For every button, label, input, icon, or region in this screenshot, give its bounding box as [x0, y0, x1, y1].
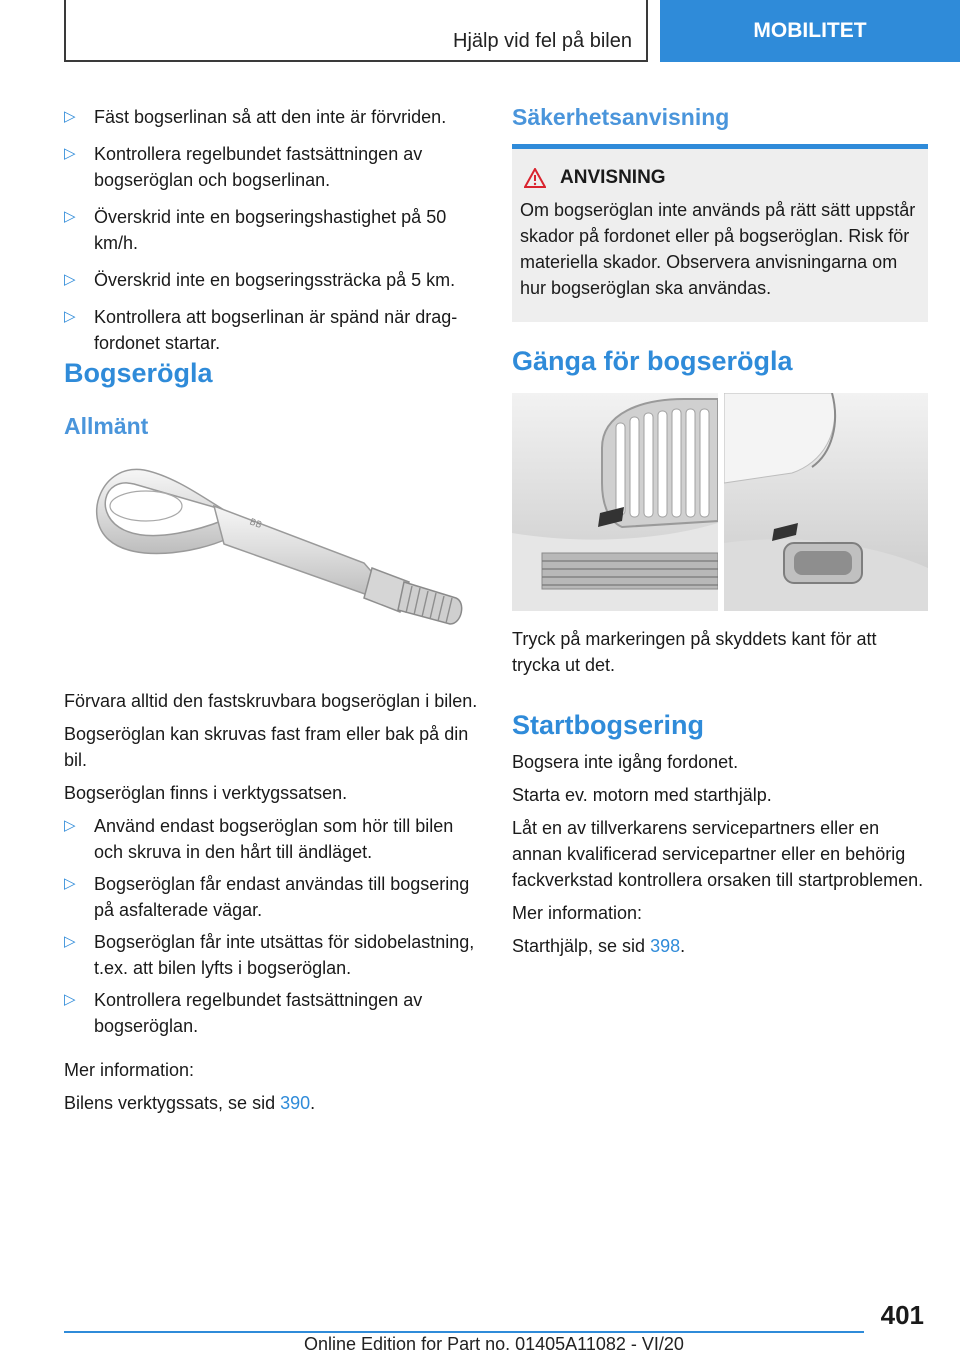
- list-item: ▷ Överskrid inte en bogseringssträcka på 5 km.: [64, 267, 479, 293]
- triangle-bullet-icon: ▷: [64, 875, 76, 892]
- start-body: [512, 749, 927, 959]
- footer-rule: [64, 1331, 864, 1333]
- list-item: ▷ Kontrollera regelbundet fastsättningen av bogseröglan och bogserlinan.: [64, 141, 479, 193]
- tow-eye-illustration: [64, 458, 479, 658]
- paragraph: Bogsera inte igång fordonet.: [512, 752, 739, 772]
- notice-text: Om bogseröglan inte används på rätt sätt uppstår skador på fordonet eller på bogseröglan. Risk för materiella skador. Observera anvisningarna om hur bogseröglan ska användas.: [520, 200, 916, 298]
- triangle-bullet-icon: ▷: [64, 991, 76, 1008]
- left-body: [64, 688, 479, 1116]
- list-item: ▷ Överskrid inte en bogseringshastighet på 50 km/h.: [64, 204, 479, 256]
- more-info-label: Mer information:: [64, 1060, 195, 1080]
- triangle-bullet-icon: ▷: [64, 145, 76, 162]
- paragraph: Tryck på markeringen på skyddets kant för att trycka ut det.: [512, 629, 877, 675]
- paragraph: Starta ev. motorn med starthjälp.: [512, 785, 772, 805]
- more-info-label: Mer information:: [512, 903, 643, 923]
- list-item: ▷ Bogseröglan får inte utsättas för sidobelastning, t.ex. att bilen lyfts i bogseröglan.: [64, 929, 479, 981]
- heading-startbogsering: Startbogsering: [512, 710, 705, 740]
- list-item: ▷ Bogseröglan får endast användas till bogsering på asfalterade vägar.: [64, 871, 479, 923]
- section-title: Hjälp vid fel på bilen: [453, 30, 632, 52]
- list-item: ▷ Använd endast bogseröglan som hör till bilen och skruva in den hårt till ändläget.: [64, 813, 479, 865]
- notice-title: ANVISNING: [524, 167, 920, 189]
- bumper-photo: [512, 393, 928, 611]
- heading-ganga: Gänga för bogserögla: [512, 346, 793, 376]
- paragraph: Bogseröglan finns i verktygssatsen.: [64, 783, 348, 803]
- chapter-tab: MOBILITET: [660, 0, 960, 62]
- heading-sakerhetsanvisning: Säkerhetsanvisning: [512, 104, 730, 130]
- subheading-allmant: Allmänt: [64, 413, 149, 439]
- heading-bogserogla: Bogserögla: [64, 358, 213, 388]
- list-item: ▷ Kontrollera att bogserlinan är spänd när dragfordonet startar.: [64, 304, 479, 356]
- paragraph: Bogseröglan kan skruvas fast fram eller bak på din bil.: [64, 724, 469, 770]
- page-link-390[interactable]: 390: [280, 1093, 311, 1113]
- paragraph: Förvara alltid den fastskruvbara bogseröglan i bilen.: [64, 691, 478, 711]
- triangle-bullet-icon: ▷: [64, 308, 76, 325]
- page-link-398[interactable]: 398: [650, 936, 681, 956]
- list-item: ▷ Kontrollera regelbundet fastsättningen av bogseröglan.: [64, 987, 479, 1039]
- right-body: [512, 626, 927, 678]
- reference: Starthjälp, se sid 398.: [512, 936, 686, 956]
- triangle-bullet-icon: ▷: [64, 108, 76, 125]
- warning-triangle-icon: [524, 168, 546, 188]
- notice-box: [512, 149, 928, 322]
- paragraph: Låt en av tillverkarens servicepartners eller en annan kvalificerad servicepartner eller en behörig fackverkstad kontrollera orsaken till startproblemen.: [512, 818, 924, 890]
- left-top-bullets: [64, 104, 479, 356]
- svg-text:BB: BB: [247, 517, 264, 532]
- triangle-bullet-icon: ▷: [64, 933, 76, 950]
- reference: Bilens verktygssats, se sid 390.: [64, 1093, 316, 1113]
- triangle-bullet-icon: ▷: [64, 271, 76, 288]
- list-item: ▷ Fäst bogserlinan så att den inte är förvriden.: [64, 104, 479, 130]
- header-frame: [64, 0, 648, 62]
- triangle-bullet-icon: ▷: [64, 208, 76, 225]
- edition-text: Online Edition for Part no. 01405A11082 - VI/20: [304, 1334, 684, 1354]
- triangle-bullet-icon: ▷: [64, 817, 76, 834]
- page-number: 401: [880, 1300, 924, 1330]
